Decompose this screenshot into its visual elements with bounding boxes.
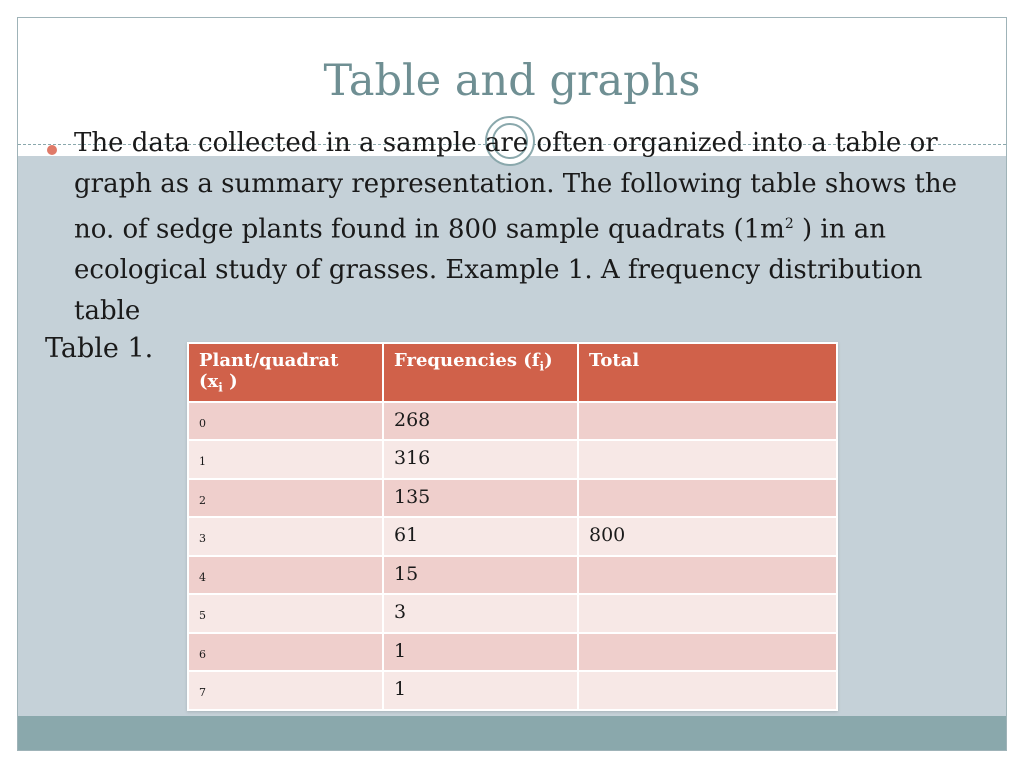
cell-frequency: 3 xyxy=(383,594,578,633)
cell-frequency: 135 xyxy=(383,479,578,518)
table-header-row xyxy=(188,343,837,402)
cell-frequency: 1 xyxy=(383,671,578,710)
superscript-two: 2 xyxy=(784,216,794,232)
cell-total xyxy=(578,402,837,441)
cell-frequency: 61 xyxy=(383,517,578,556)
cell-total xyxy=(578,594,837,633)
header-f-close: ) xyxy=(544,350,553,371)
cell-total xyxy=(578,633,837,672)
cell-frequency: 268 xyxy=(383,402,578,441)
bullet-paragraph xyxy=(74,123,964,331)
cell-x: 4 xyxy=(188,556,383,595)
header-f-subscript: i xyxy=(539,359,545,374)
table-label: Table 1. xyxy=(45,333,154,364)
slide-title: Table and graphs xyxy=(323,56,701,106)
cell-x: 5 xyxy=(188,594,383,633)
table-row xyxy=(188,556,837,595)
cell-x: 7 xyxy=(188,671,383,710)
header-frequencies-label: Frequencies (f xyxy=(394,350,540,371)
cell-x: 1 xyxy=(188,440,383,479)
frequency-table xyxy=(187,342,838,711)
header-x-close: ) xyxy=(222,371,238,392)
cell-x: 3 xyxy=(188,517,383,556)
cell-frequency: 1 xyxy=(383,633,578,672)
bullet-text-end: ) in an ecological study of grasses. Example 1. A frequency distribution table xyxy=(74,214,923,326)
table-row xyxy=(188,633,837,672)
footer-band xyxy=(18,716,1006,751)
header-total: Total xyxy=(578,343,837,402)
bullet-dot-icon xyxy=(47,145,57,155)
cell-total xyxy=(578,671,837,710)
header-x-subscript: i xyxy=(218,380,223,395)
header-plant-quadrat-label: Plant/quadrat xyxy=(199,350,339,371)
cell-total xyxy=(578,440,837,479)
table-row xyxy=(188,479,837,518)
header-x-open: (x xyxy=(199,371,219,392)
cell-total: 800 xyxy=(578,517,837,556)
cell-frequency: 316 xyxy=(383,440,578,479)
header-frequencies xyxy=(383,343,578,402)
cell-total xyxy=(578,556,837,595)
table-row xyxy=(188,402,837,441)
table-row xyxy=(188,440,837,479)
cell-x: 0 xyxy=(188,402,383,441)
cell-x: 2 xyxy=(188,479,383,518)
table-row xyxy=(188,671,837,710)
table-row xyxy=(188,517,837,556)
bullet-text-start: The data collected in a sample are often organized into a table or graph as a summary representation. The following table shows the no. of sedge plants found in 800 sample quadrats (1m xyxy=(74,128,958,245)
table-row xyxy=(188,594,837,633)
cell-x: 6 xyxy=(188,633,383,672)
cell-total xyxy=(578,479,837,518)
cell-frequency: 15 xyxy=(383,556,578,595)
header-plant-quadrat xyxy=(188,343,383,402)
